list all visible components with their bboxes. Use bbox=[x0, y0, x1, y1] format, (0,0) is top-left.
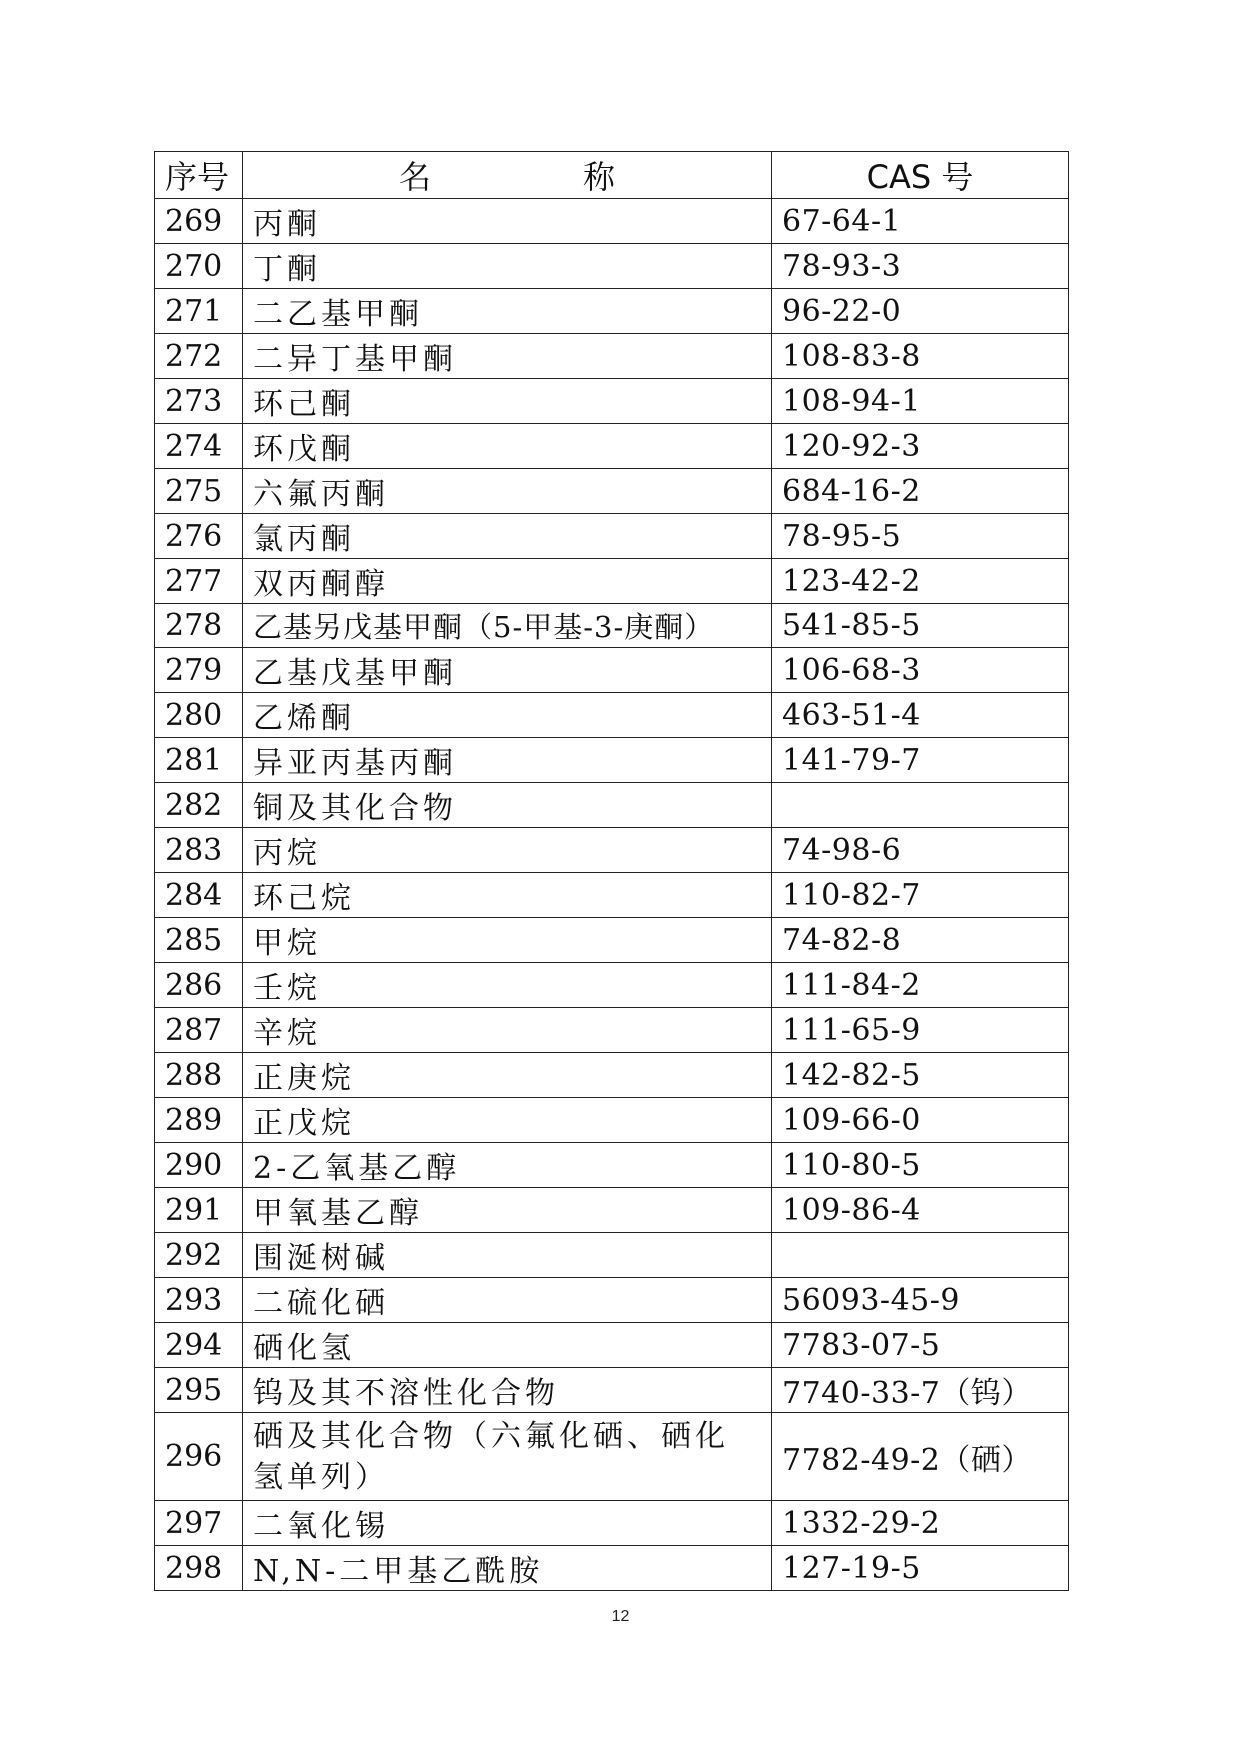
serial-number-cell: 295 bbox=[155, 1368, 243, 1413]
page-number: 12 bbox=[611, 1608, 630, 1625]
serial-number-cell: 290 bbox=[155, 1143, 243, 1188]
substance-name-cell: 2-乙氧基乙醇 bbox=[243, 1143, 772, 1188]
serial-number-cell: 276 bbox=[155, 514, 243, 559]
header-cas-number: CAS 号 bbox=[772, 152, 1069, 199]
cas-number-cell: 110-80-5 bbox=[772, 1143, 1069, 1188]
substance-name-cell: 异亚丙基丙酮 bbox=[243, 738, 772, 783]
table-row bbox=[155, 379, 1069, 424]
serial-number-cell: 270 bbox=[155, 244, 243, 289]
cas-number-cell: 106-68-3 bbox=[772, 648, 1069, 693]
serial-number-cell: 272 bbox=[155, 334, 243, 379]
substance-name-cell: 壬烷 bbox=[243, 963, 772, 1008]
substance-name-cell: 甲烷 bbox=[243, 918, 772, 963]
table-row bbox=[155, 1188, 1069, 1233]
table-row bbox=[155, 693, 1069, 738]
substance-name-cell: 丙酮 bbox=[243, 199, 772, 244]
cas-number-cell: 78-95-5 bbox=[772, 514, 1069, 559]
table-row bbox=[155, 828, 1069, 873]
cas-number-cell: 141-79-7 bbox=[772, 738, 1069, 783]
substance-name-cell: 二氧化锡 bbox=[243, 1501, 772, 1546]
cas-number-cell: 108-94-1 bbox=[772, 379, 1069, 424]
serial-number-cell: 289 bbox=[155, 1098, 243, 1143]
substance-name-cell: 硒化氢 bbox=[243, 1323, 772, 1368]
cas-number-cell bbox=[772, 1233, 1069, 1278]
table-row bbox=[155, 1233, 1069, 1278]
table-header-row bbox=[155, 152, 1069, 199]
cas-number-cell: 74-98-6 bbox=[772, 828, 1069, 873]
table-row bbox=[155, 1501, 1069, 1546]
table-row bbox=[155, 1368, 1069, 1413]
cas-number-cell: 7740-33-7（钨） bbox=[772, 1368, 1069, 1413]
table-row bbox=[155, 1053, 1069, 1098]
table-row bbox=[155, 469, 1069, 514]
substance-name-cell: 二异丁基甲酮 bbox=[243, 334, 772, 379]
substance-name-cell: 辛烷 bbox=[243, 1008, 772, 1053]
substance-name-cell: 乙基戊基甲酮 bbox=[243, 648, 772, 693]
substance-name-cell: 氯丙酮 bbox=[243, 514, 772, 559]
cas-number-cell: 127-19-5 bbox=[772, 1546, 1069, 1591]
serial-number-cell: 292 bbox=[155, 1233, 243, 1278]
table-row bbox=[155, 873, 1069, 918]
table-row bbox=[155, 604, 1069, 648]
serial-number-cell: 278 bbox=[155, 604, 243, 648]
cas-number-cell: 684-16-2 bbox=[772, 469, 1069, 514]
table-row bbox=[155, 244, 1069, 289]
table-row bbox=[155, 514, 1069, 559]
table-row bbox=[155, 559, 1069, 604]
substance-name-cell: 六氟丙酮 bbox=[243, 469, 772, 514]
serial-number-cell: 279 bbox=[155, 648, 243, 693]
substance-name-cell: 钨及其不溶性化合物 bbox=[243, 1368, 772, 1413]
serial-number-cell: 284 bbox=[155, 873, 243, 918]
cas-number-cell: 142-82-5 bbox=[772, 1053, 1069, 1098]
cas-number-cell: 120-92-3 bbox=[772, 424, 1069, 469]
serial-number-cell: 273 bbox=[155, 379, 243, 424]
cas-number-cell: 109-86-4 bbox=[772, 1188, 1069, 1233]
cas-number-cell: 67-64-1 bbox=[772, 199, 1069, 244]
table-row bbox=[155, 783, 1069, 828]
table-row bbox=[155, 1546, 1069, 1591]
table-row bbox=[155, 289, 1069, 334]
table-row bbox=[155, 963, 1069, 1008]
cas-number-cell: 109-66-0 bbox=[772, 1098, 1069, 1143]
cas-number-cell: 7782-49-2（硒） bbox=[772, 1413, 1069, 1501]
substance-name-cell: 甲氧基乙醇 bbox=[243, 1188, 772, 1233]
table-row bbox=[155, 199, 1069, 244]
table-row bbox=[155, 1413, 1069, 1501]
serial-number-cell: 288 bbox=[155, 1053, 243, 1098]
cas-number-cell: 1332-29-2 bbox=[772, 1501, 1069, 1546]
serial-number-cell: 287 bbox=[155, 1008, 243, 1053]
table-row bbox=[155, 738, 1069, 783]
table-row bbox=[155, 334, 1069, 379]
serial-number-cell: 282 bbox=[155, 783, 243, 828]
cas-number-cell: 56093-45-9 bbox=[772, 1278, 1069, 1323]
serial-number-cell: 269 bbox=[155, 199, 243, 244]
serial-number-cell: 274 bbox=[155, 424, 243, 469]
table-row bbox=[155, 918, 1069, 963]
cas-number-cell bbox=[772, 783, 1069, 828]
cas-number-cell: 111-84-2 bbox=[772, 963, 1069, 1008]
table-row bbox=[155, 1323, 1069, 1368]
substance-name-cell: 环戊酮 bbox=[243, 424, 772, 469]
cas-number-cell: 111-65-9 bbox=[772, 1008, 1069, 1053]
substance-name-cell: 铜及其化合物 bbox=[243, 783, 772, 828]
substance-name-cell: 乙烯酮 bbox=[243, 693, 772, 738]
cas-number-cell: 96-22-0 bbox=[772, 289, 1069, 334]
table-row bbox=[155, 1143, 1069, 1188]
serial-number-cell: 285 bbox=[155, 918, 243, 963]
serial-number-cell: 298 bbox=[155, 1546, 243, 1591]
cas-number-cell: 110-82-7 bbox=[772, 873, 1069, 918]
serial-number-cell: 297 bbox=[155, 1501, 243, 1546]
substance-name-cell: 二硫化硒 bbox=[243, 1278, 772, 1323]
table-row bbox=[155, 648, 1069, 693]
substance-name-cell: 围涎树碱 bbox=[243, 1233, 772, 1278]
serial-number-cell: 283 bbox=[155, 828, 243, 873]
serial-number-cell: 277 bbox=[155, 559, 243, 604]
header-serial-number: 序号 bbox=[155, 152, 243, 199]
cas-number-cell: 7783-07-5 bbox=[772, 1323, 1069, 1368]
cas-number-cell: 541-85-5 bbox=[772, 604, 1069, 648]
serial-number-cell: 291 bbox=[155, 1188, 243, 1233]
substance-name-cell: 丙烷 bbox=[243, 828, 772, 873]
serial-number-cell: 275 bbox=[155, 469, 243, 514]
substance-name-cell: 二乙基甲酮 bbox=[243, 289, 772, 334]
serial-number-cell: 293 bbox=[155, 1278, 243, 1323]
table-row bbox=[155, 424, 1069, 469]
substance-name-cell: 环己烷 bbox=[243, 873, 772, 918]
cas-number-cell: 123-42-2 bbox=[772, 559, 1069, 604]
cas-number-cell: 74-82-8 bbox=[772, 918, 1069, 963]
substance-name-cell: N,N-二甲基乙酰胺 bbox=[243, 1546, 772, 1591]
serial-number-cell: 296 bbox=[155, 1413, 243, 1501]
header-name: 名 称 bbox=[243, 152, 772, 199]
serial-number-cell: 281 bbox=[155, 738, 243, 783]
substance-name-cell: 正庚烷 bbox=[243, 1053, 772, 1098]
substance-name-cell: 硒及其化合物（六氟化硒、硒化氢单列） bbox=[243, 1413, 772, 1501]
substance-table bbox=[154, 151, 1069, 1591]
substance-name-cell: 正戊烷 bbox=[243, 1098, 772, 1143]
cas-number-cell: 463-51-4 bbox=[772, 693, 1069, 738]
substance-name-cell: 双丙酮醇 bbox=[243, 559, 772, 604]
serial-number-cell: 286 bbox=[155, 963, 243, 1008]
substance-name-cell: 乙基另戊基甲酮（5-甲基-3-庚酮） bbox=[243, 604, 772, 648]
table-row bbox=[155, 1008, 1069, 1053]
cas-number-cell: 108-83-8 bbox=[772, 334, 1069, 379]
table-row bbox=[155, 1098, 1069, 1143]
substance-name-cell: 环己酮 bbox=[243, 379, 772, 424]
table-row bbox=[155, 1278, 1069, 1323]
substance-name-cell: 丁酮 bbox=[243, 244, 772, 289]
serial-number-cell: 294 bbox=[155, 1323, 243, 1368]
table-body bbox=[155, 199, 1069, 1591]
serial-number-cell: 271 bbox=[155, 289, 243, 334]
serial-number-cell: 280 bbox=[155, 693, 243, 738]
cas-number-cell: 78-93-3 bbox=[772, 244, 1069, 289]
